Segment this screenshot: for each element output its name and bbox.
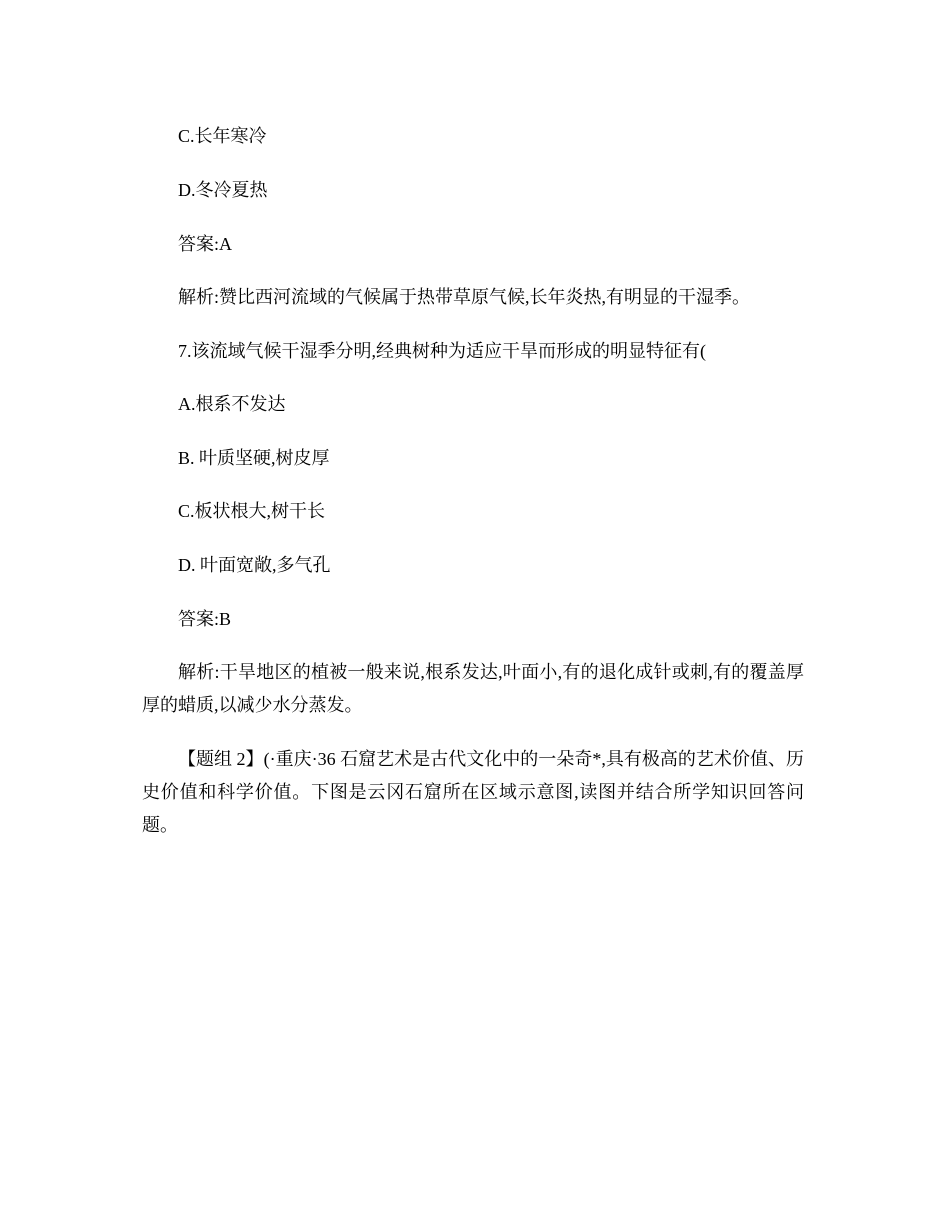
q7-question: 7.该流域气候干湿季分明,经典树种为适应干旱而形成的明显特征有(: [178, 341, 706, 361]
q6-option-d: D.冬冷夏热: [178, 180, 268, 200]
q7-option-a: A.根系不发达: [178, 394, 286, 414]
q6-option-c: C.长年寒冷: [178, 126, 267, 146]
q7-answer: 答案:B: [178, 609, 232, 629]
q7-option-c: C.板状根大,树干长: [178, 501, 326, 521]
q6-answer: 答案:A: [178, 234, 232, 254]
group2-intro: 【题组 2】(·重庆·36 石窟艺术是古代文化中的一朵奇*,具有极高的艺术价值、历史价值和科学价值。下图是云冈石窟所在区域示意图,读图并结合所学知识回答问题。: [142, 749, 804, 835]
q6-analysis: 解析:赞比西河流域的气候属于热带草原气候,长年炎热,有明显的干湿季。: [178, 287, 750, 307]
q7-option-d: D. 叶面宽敞,多气孔: [178, 555, 331, 575]
q7-option-b: B. 叶质坚硬,树皮厚: [178, 448, 330, 468]
q7-analysis: 解析:干旱地区的植被一般来说,根系发达,叶面小,有的退化成针或刺,有的覆盖厚厚的蜡质,以减少水分蒸发。: [142, 662, 804, 715]
